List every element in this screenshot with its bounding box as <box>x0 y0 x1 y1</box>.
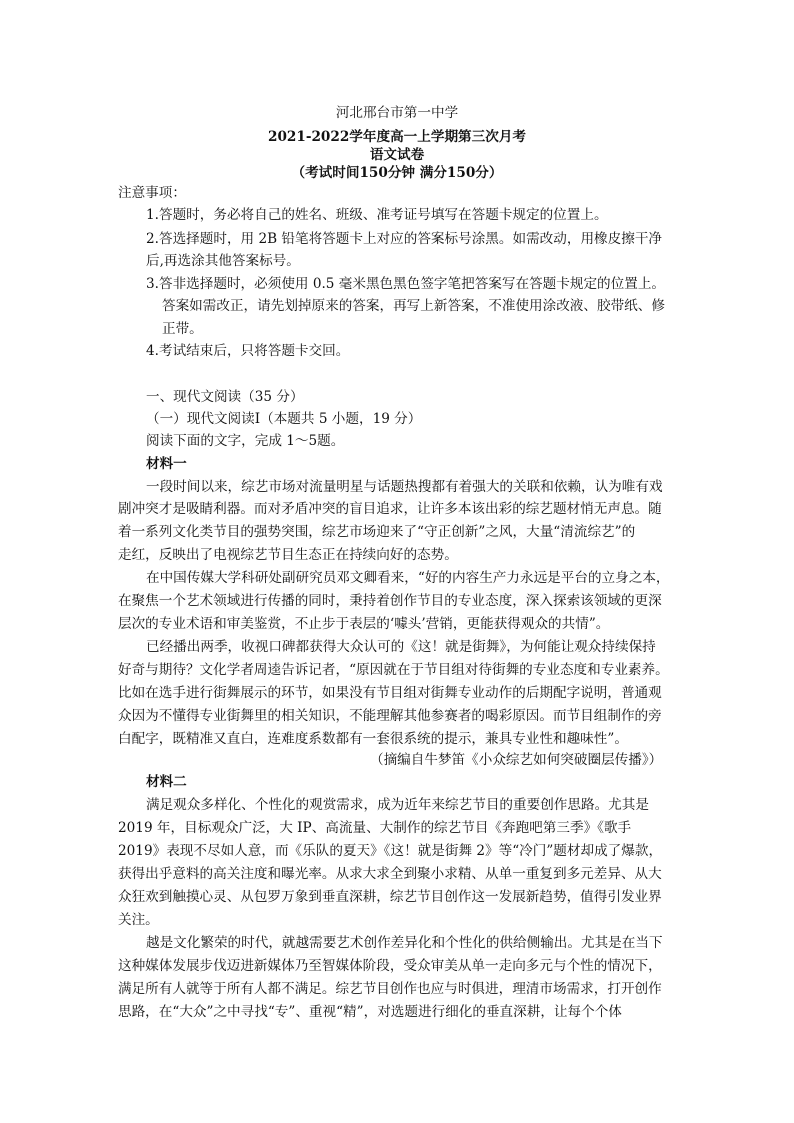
paragraph-line: 在中国传媒大学科研处副研究员邓文卿看来，“好的内容生产力永远是平台的立身之本， <box>146 570 670 586</box>
paragraph-line: 满足观众多样化、个性化的观赏需求，成为近年来综艺节目的重要创作思路。尤其是 <box>146 797 649 813</box>
paragraph-line: 层次的专业术语和审美鉴赏，不止步于表层的‘噱头’营销，更能获得观众的共情”。 <box>118 616 610 632</box>
material2-label: 材料二 <box>146 774 187 790</box>
note-line: 2.答选择题时，用 2B 铅笔将答题卡上对应的答案标号涂黑。如需改动，用橡皮擦干净 <box>146 231 663 247</box>
note-line: 正带。 <box>162 321 203 337</box>
paragraph-line: 满足所有人就等于所有人都不满足。综艺节目创作也应与时俱进，理清市场需求，打开创作 <box>118 981 662 997</box>
paragraph-line: 已经播出两季，收视口碑都获得大众认可的《这！就是街舞》，为何能让观众持续保持 <box>146 639 656 655</box>
school-name: 河北邢台市第一中学 <box>335 105 459 121</box>
paragraph-line: 众狂欢到触摸心灵、从包罗万象到垂直深耕，综艺节目创作这一发展新趋势，值得引发业界 <box>118 889 662 905</box>
paragraph-line: 走红，反映出了电视综艺节目生态正在持续向好的态势。 <box>118 547 458 563</box>
paragraph-line: 越是文化繁荣的时代，就越需要艺术创作差异化和个性化的供给侧输出。尤其是在当下 <box>146 935 663 951</box>
paragraph-line: 一段时间以来，综艺市场对流量明星与话题热搜都有着强大的关联和依赖，认为唯有戏 <box>146 479 663 495</box>
notes-title: 注意事项： <box>118 185 186 201</box>
material1-label: 材料一 <box>146 456 187 472</box>
paragraph-line: 白配字，既精准又直白，连难度系数都有一套很系统的提示，兼具专业性和趣味性”。 <box>118 731 628 747</box>
exam-info: （考试时间150分钟 满分150分） <box>291 165 503 181</box>
paragraph-line: 在聚焦一个艺术领域进行传播的同时，秉持着创作节目的专业态度，深入探索该领域的更深 <box>118 593 662 609</box>
section-instruction: 阅读下面的文字，完成 1～5题。 <box>146 433 345 449</box>
paragraph-line: 众因为不懂得专业街舞里的相关知识，不能理解其他参赛者的喝彩原因。而节目组制作的旁 <box>118 708 662 724</box>
paragraph-line: 获得出乎意料的高关注度和曝光率。从求大求全到聚小求精、从单一重复到多元差异、从大 <box>118 866 662 882</box>
paragraph-line: 着一系列文化类节目的强势突围，综艺市场迎来了“守正创新”之风，大量“清流综艺”的 <box>118 524 636 540</box>
note-line: 后,再选涂其他答案标号。 <box>146 253 300 269</box>
section-subtitle: （一）现代文阅读Ⅰ（本题共 5 小题，19 分） <box>146 411 422 427</box>
note-line: 1.答题时，务必将自己的姓名、班级、准考证号填写在答题卡规定的位置上。 <box>146 207 608 223</box>
paragraph-line: 思路，在“大众”之中寻找“专”、重视“精”，对选题进行细化的垂直深耕，让每个个体 <box>118 1004 622 1020</box>
paragraph-line: 关注。 <box>118 912 159 928</box>
paragraph-line: 2019 年，目标观众广泛，大 IP、高流量、大制作的综艺节目《奔跑吧第三季》《歌手 <box>118 820 632 836</box>
paragraph-line: 2019》表现不尽如人意，而《乐队的夏天》《这！就是街舞 2》等“冷门”题材却成了爆款， <box>118 843 663 859</box>
section-title: 一、现代文阅读（35 分） <box>146 389 304 405</box>
paragraph-line: 比如在选手进行街舞展示的环节，如果没有节目组对街舞专业动作的后期配字说明，普通观 <box>118 685 662 701</box>
paragraph-line: 剧冲突才是吸睛利器。而对矛盾冲突的盲目追求，让许多本该出彩的综艺题材悄无声息。随 <box>118 501 662 517</box>
subject-title: 语文试卷 <box>369 147 425 163</box>
paragraph-line: 这种媒体发展步伐迈进新媒体乃至智媒体阶段，受众审美从单一走向多元与个性的情况下， <box>118 958 662 974</box>
note-line: 3.答非选择题时，必须使用 0.5 毫米黑色黑色签字笔把答案写在答题卡规定的位置上。 <box>146 276 666 292</box>
paragraph-line: 好奇与期待？文化学者周逵告诉记者，“原因就在于节目组对待街舞的专业态度和专业素养。 <box>118 662 669 678</box>
material1-source: （摘编自牛梦笛《小众综艺如何突破圈层传播》） <box>370 752 663 768</box>
exam-title: 2021-2022学年度高一上学期第三次月考 <box>267 129 527 145</box>
note-line: 答案如需改正，请先划掉原来的答案，再写上新答案，不准使用涂改液、胶带纸、修 <box>162 298 665 314</box>
note-line: 4.考试结束后，只将答题卡交回。 <box>146 343 350 359</box>
